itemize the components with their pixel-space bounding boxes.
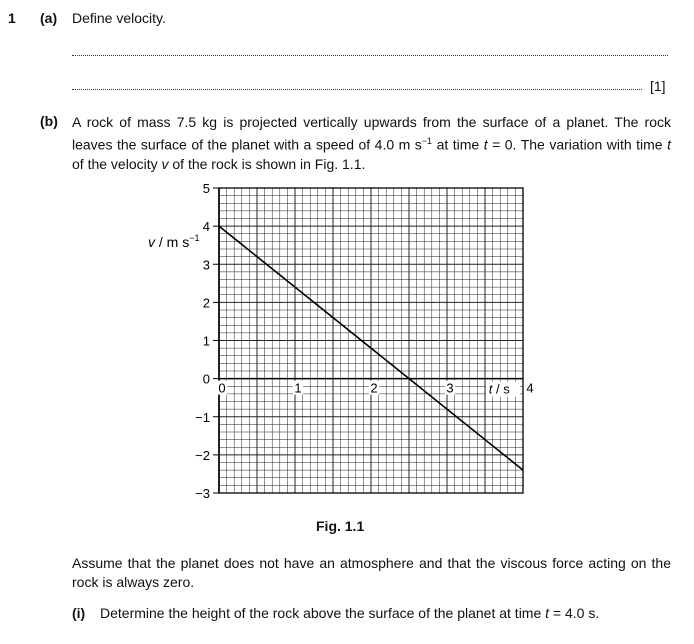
y-tick-label: 4 — [202, 219, 210, 235]
part-b-text: A rock of mass 7.5 kg is projected vertically upwards from the surface of a planet. The rock leaves the surface of the planet with a speed of 4.0 m $s^{-1}$ at time t = 0. The variation with time t of the velocity v of the rock is shown in Fig. 1.1. — [72, 114, 671, 172]
y-tick-label: 5 — [202, 181, 210, 196]
y-tick-label: −2 — [195, 447, 210, 463]
part-a-label: (a) — [40, 10, 58, 26]
x-tick-label: 4 — [526, 380, 534, 396]
question-number: 1 — [8, 10, 16, 26]
part-a-prompt: Define velocity. — [72, 10, 166, 26]
x-tick-label: 0 — [218, 380, 226, 396]
x-tick-label: 3 — [446, 380, 454, 396]
y-tick-label: 0 — [202, 371, 210, 387]
x-tick-label: 2 — [370, 380, 378, 396]
y-tick-label: 1 — [202, 333, 210, 349]
part-a-marks: [1] — [650, 78, 666, 94]
y-tick-label: 2 — [202, 295, 210, 311]
y-axis-label: v / m $s^{-1}$ — [148, 233, 200, 250]
part-i-label: (i) — [72, 605, 86, 621]
graph-grid — [219, 188, 523, 493]
part-b-label: (b) — [40, 113, 58, 129]
y-tick-label: −1 — [195, 409, 210, 425]
x-axis-label: t / s — [488, 381, 510, 397]
figure-caption: Fig. 1.1 — [316, 518, 365, 534]
y-tick-label: 3 — [202, 257, 210, 273]
part-i-text: Determine the height of the rock above the surface of the planet at time t = 4.0 s. — [100, 605, 600, 621]
assumption-text: Assume that the planet does not have an atmosphere and that the viscous force acting on the rock is always zero. — [72, 555, 671, 590]
x-tick-label: 1 — [294, 380, 302, 396]
y-tick-label: −3 — [195, 486, 210, 501]
